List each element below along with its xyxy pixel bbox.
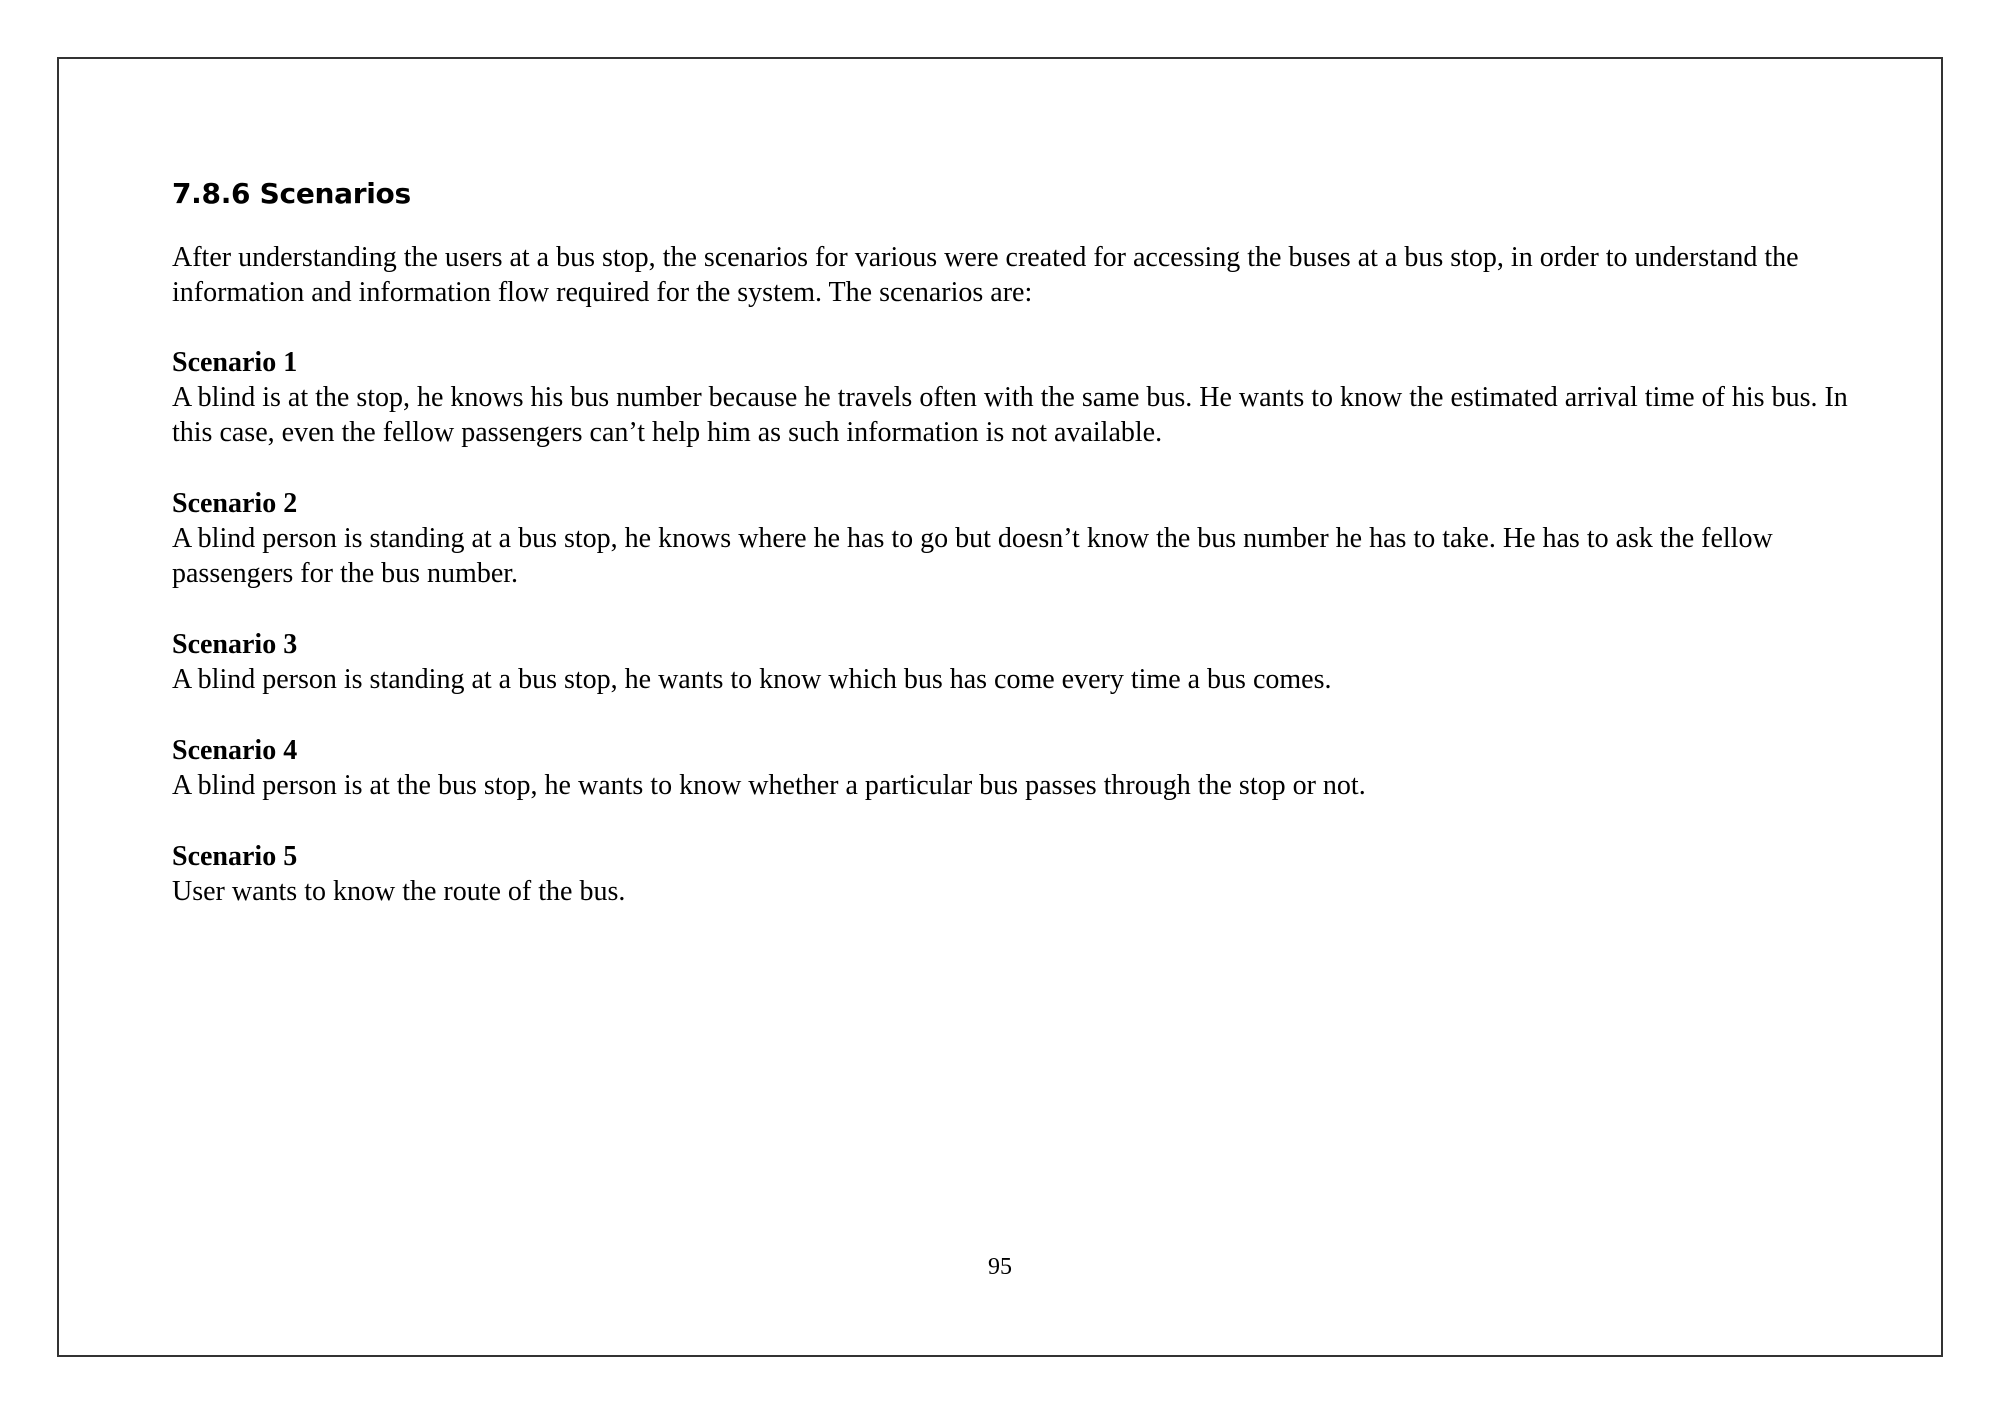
scenario-text: User wants to know the route of the bus. — [172, 876, 626, 907]
scenario-title: Scenario 4 — [172, 735, 298, 766]
scenario-title: Scenario 2 — [172, 488, 298, 519]
section-heading: 7.8.6 Scenarios — [172, 177, 411, 210]
scenario-1 — [172, 345, 1852, 450]
scenario-3 — [172, 627, 1852, 697]
page-content — [172, 170, 1852, 945]
scenario-text: A blind person is at the bus stop, he wants to know whether a particular bus passes through the stop or not. — [172, 770, 1366, 801]
scenario-title: Scenario 1 — [172, 347, 298, 378]
scenario-text: A blind person is standing at a bus stop, he wants to know which bus has come every time a bus comes. — [172, 664, 1332, 695]
scenario-2 — [172, 486, 1852, 591]
scenario-text: A blind is at the stop, he knows his bus number because he travels often with the same bus. He wants to know the estimated arrival time of his bus. In this case, even the fellow passengers can’t help him as such information is not available. — [172, 382, 1848, 448]
scenario-text: A blind person is standing at a bus stop, he knows where he has to go but doesn’t know the bus number he has to take. He has to ask the fellow passengers for the bus number. — [172, 523, 1773, 589]
scenario-4 — [172, 733, 1852, 803]
scenario-title: Scenario 5 — [172, 841, 298, 872]
page-number: 95 — [988, 1254, 1012, 1280]
scenario-5 — [172, 839, 1852, 909]
scenario-title: Scenario 3 — [172, 629, 298, 660]
intro-paragraph: After understanding the users at a bus stop, the scenarios for various were created for accessing the buses at a bus stop, in order to understand the information and information flow required for the system. The scenarios are: — [172, 242, 1799, 308]
